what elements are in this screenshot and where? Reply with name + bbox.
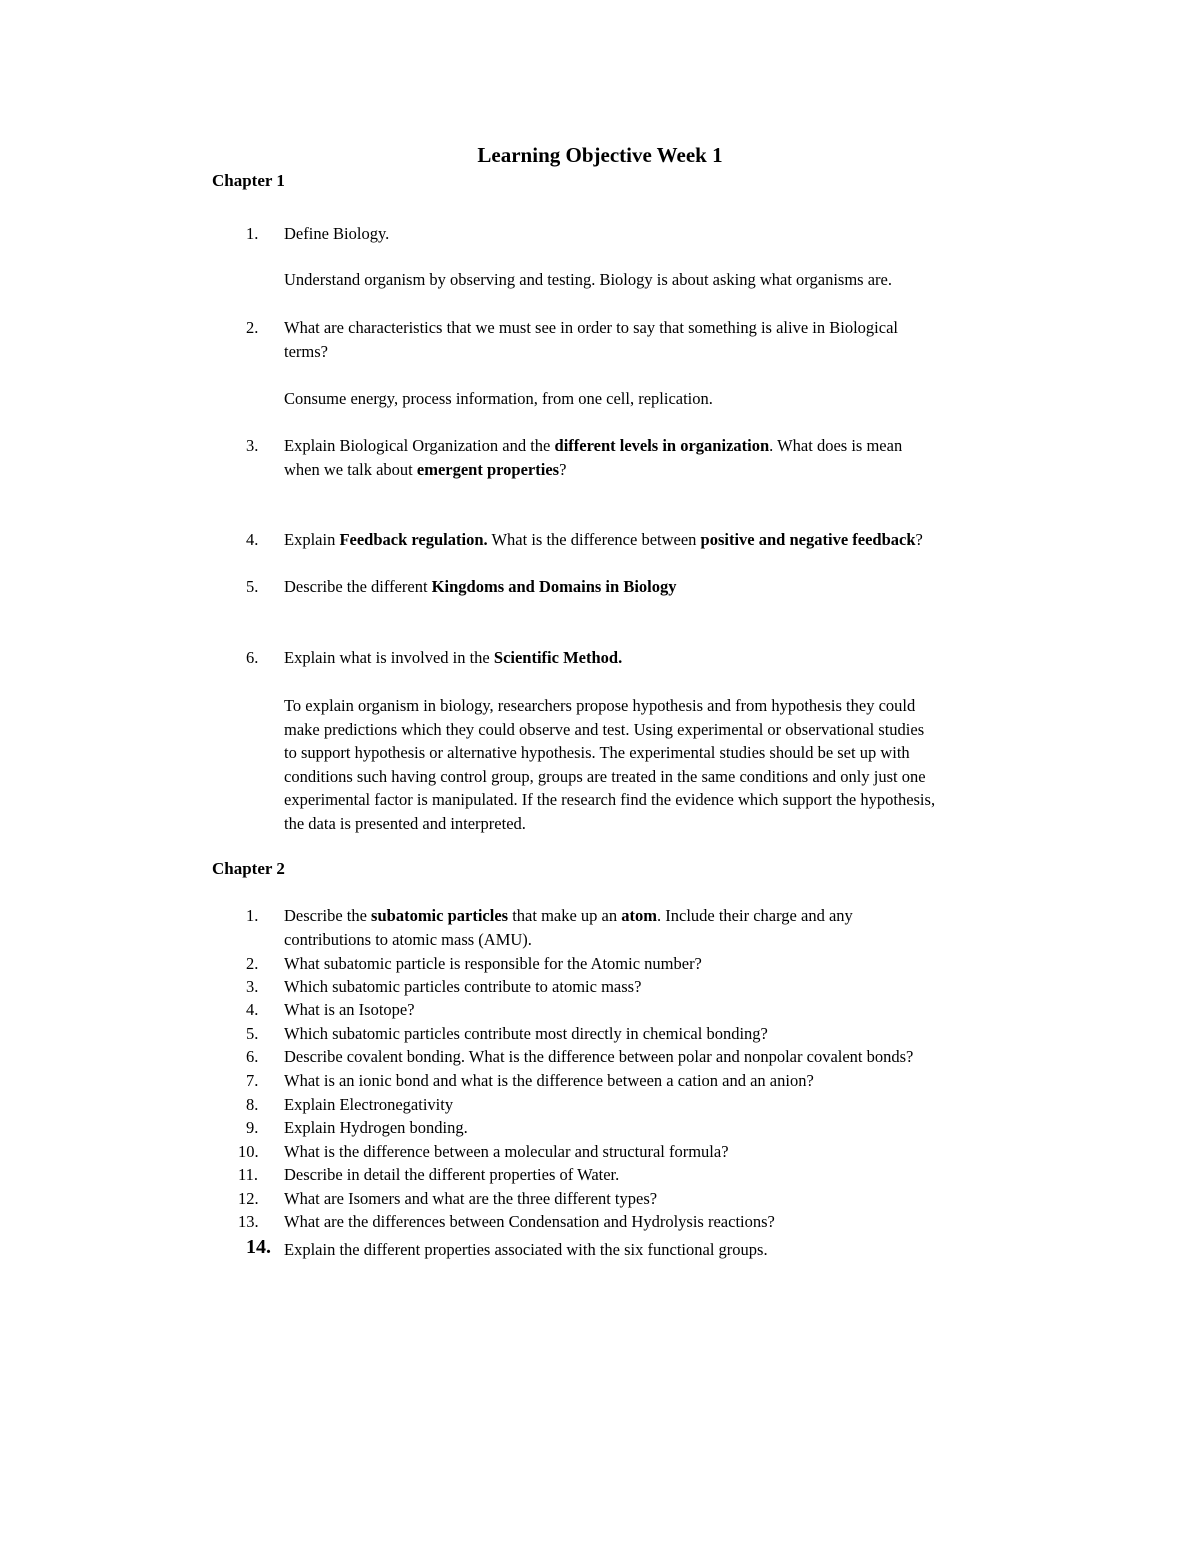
list-number: 7. — [246, 1071, 259, 1090]
answer-paragraph — [284, 694, 1064, 835]
objective-text — [284, 648, 622, 668]
objective-text: What is an Isotope? — [284, 1000, 415, 1019]
list-number: 10. — [238, 1142, 259, 1161]
list-number: 1. — [246, 224, 259, 243]
paragraph-line: to support hypothesis or alternative hypothesis. The experimental studies should be set up with — [284, 743, 910, 762]
list-number: 3. — [246, 436, 259, 455]
objective-text: contributions to atomic mass (AMU). — [284, 930, 532, 949]
text-run: . Include their charge and any — [657, 906, 853, 925]
emphasis-text: Kingdoms and Domains in Biology — [431, 577, 677, 596]
objective-text: What are characteristics that we must see in order to say that something is alive in Biological — [284, 318, 898, 337]
paragraph-line: make predictions which they could observe and test. Using experimental or observational studies — [284, 719, 925, 739]
text-run: when we talk about — [284, 460, 417, 479]
document-title: Learning Objective Week 1 — [477, 143, 723, 167]
text-run: that make up an — [508, 906, 622, 925]
paragraph-line: conditions such having control group, groups are treated in the same conditions and only just one — [284, 766, 926, 786]
objective-text — [284, 906, 853, 926]
paragraph-line: the data is presented and interpreted. — [284, 813, 526, 833]
list-number: 13. — [238, 1212, 259, 1231]
text-run: Explain Biological Organization and the — [284, 436, 555, 455]
text-run: Explain what is involved in the — [284, 648, 494, 667]
list-number: 2. — [246, 318, 259, 337]
list-number: 9. — [246, 1118, 259, 1137]
objective-text — [284, 530, 923, 550]
list-number: 1. — [246, 906, 259, 925]
emphasis-text: Scientific Method. — [493, 648, 623, 667]
objective-text: Which subatomic particles contribute most directly in chemical bonding? — [284, 1024, 768, 1043]
list-number: 2. — [246, 954, 259, 973]
list-number: 5. — [246, 1024, 259, 1043]
list-number: 8. — [246, 1095, 259, 1114]
objective-text — [284, 436, 902, 456]
emphasis-text: emergent properties — [416, 460, 560, 479]
list-number: 11. — [238, 1165, 259, 1184]
emphasis-text: subatomic particles — [371, 906, 509, 925]
chapter-2-heading: Chapter 2 — [212, 859, 285, 878]
list-number: 4. — [246, 530, 259, 549]
answer-text: Understand organism by observing and testing. Biology is about asking what organisms are. — [284, 270, 892, 289]
objective-text: Define Biology. — [284, 224, 390, 243]
objective-text: Explain the different properties associated with the six functional groups. — [284, 1240, 768, 1259]
objective-text: Describe covalent bonding. What is the difference between polar and nonpolar covalent bonds? — [284, 1047, 914, 1066]
text-run: ? — [915, 530, 923, 549]
emphasis-text: atom — [621, 906, 657, 925]
objective-text: What are Isomers and what are the three different types? — [284, 1189, 658, 1208]
text-run: . What does is mean — [769, 436, 903, 455]
objective-text: What subatomic particle is responsible for the Atomic number? — [284, 954, 702, 973]
text-run: Explain — [284, 530, 340, 549]
list-number: 4. — [246, 1000, 259, 1019]
objective-text: What is an ionic bond and what is the difference between a cation and an anion? — [284, 1071, 814, 1090]
list-number: 6. — [246, 1047, 259, 1066]
objective-text: What is the difference between a molecular and structural formula? — [284, 1142, 729, 1161]
objective-text — [284, 460, 566, 480]
list-number: 6. — [246, 648, 259, 667]
text-run: ? — [559, 460, 567, 479]
chapter-1-heading: Chapter 1 — [212, 171, 285, 190]
objective-text — [284, 577, 677, 597]
answer-text: Consume energy, process information, from one cell, replication. — [284, 389, 713, 408]
paragraph-line: To explain organism in biology, researchers propose hypothesis and from hypothesis they could — [284, 696, 916, 715]
objective-text: What are the differences between Condensation and Hydrolysis reactions? — [284, 1212, 775, 1231]
objective-text: terms? — [284, 342, 328, 361]
list-number: 3. — [246, 977, 259, 996]
emphasis-text: different levels in organization — [554, 436, 770, 455]
text-run: Describe the different — [284, 577, 432, 596]
objective-text: Which subatomic particles contribute to atomic mass? — [284, 977, 642, 996]
objective-text: Explain Hydrogen bonding. — [284, 1118, 468, 1137]
paragraph-line: experimental factor is manipulated. If the research find the evidence which support the hypothesis, — [284, 790, 936, 809]
list-number: 14. — [246, 1236, 271, 1258]
list-number: 12. — [238, 1189, 259, 1208]
text-run: Describe the — [284, 906, 372, 925]
objective-text: Explain Electronegativity — [284, 1095, 454, 1114]
list-number: 5. — [246, 577, 259, 596]
emphasis-text: positive and negative feedback — [700, 530, 916, 549]
objective-text: Describe in detail the different properties of Water. — [284, 1165, 620, 1184]
text-run: What is the difference between — [487, 530, 701, 549]
emphasis-text: Feedback regulation. — [339, 530, 488, 549]
